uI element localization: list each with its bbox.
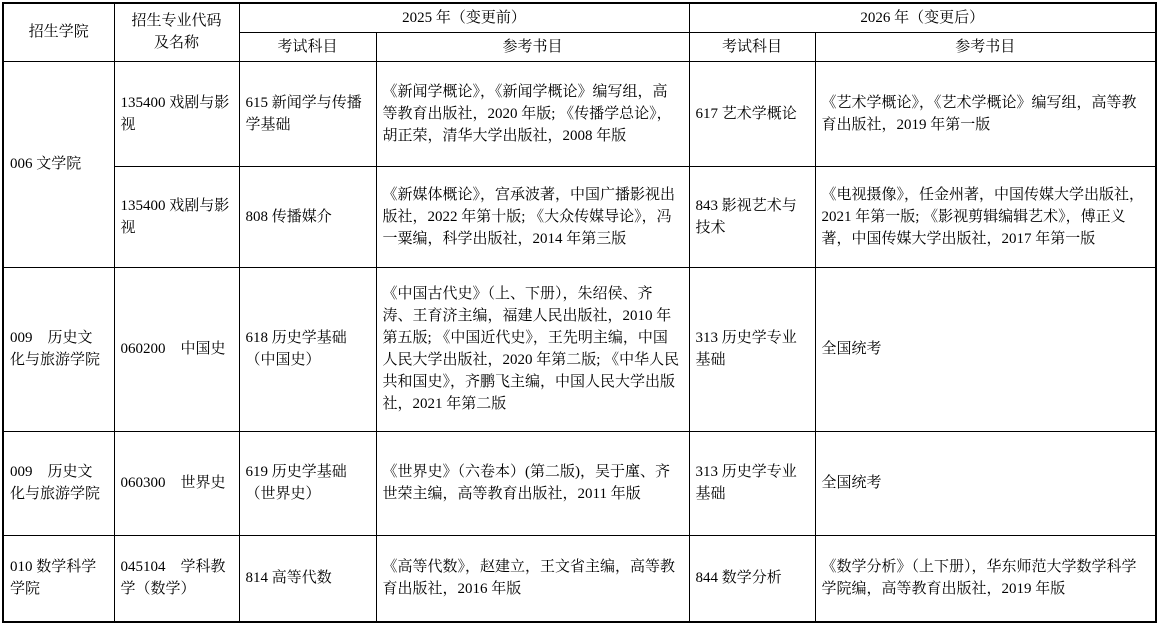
- exam-subject-before-cell: 615 新闻学与传播学基础: [239, 61, 376, 166]
- exam-subject-before-cell: 619 历史学基础（世界史）: [239, 431, 376, 535]
- header-year-2026-after: 2026 年（变更后）: [689, 3, 1156, 32]
- header-exam-subjects-2025: 考试科目: [239, 32, 376, 61]
- college-cell: 009 历史文化与旅游学院: [3, 267, 114, 431]
- program-cell: 135400 戏剧与影视: [114, 61, 239, 166]
- reference-books-before-cell: 《新闻学概论》，《新闻学概论》编写组，高等教育出版社，2020 年版; 《传播学总论》，胡正荣，清华大学出版社，2008 年版: [376, 61, 689, 166]
- header-college: 招生学院: [3, 3, 114, 61]
- program-cell: 060200 中国史: [114, 267, 239, 431]
- header-program-code-name-text: 招生专业代码及名称: [131, 13, 222, 52]
- exam-subject-before-cell: 618 历史学基础（中国史）: [239, 267, 376, 431]
- exam-subject-after-cell: 843 影视艺术与技术: [689, 166, 815, 267]
- header-reference-books-2026: 参考书目: [815, 32, 1156, 61]
- exam-subject-after-cell: 844 数学分析: [689, 535, 815, 622]
- reference-books-after-cell: 《艺术学概论》，《艺术学概论》编写组，高等教育出版社，2019 年第一版: [815, 61, 1156, 166]
- reference-books-after-cell: 全国统考: [815, 267, 1156, 431]
- header-exam-subjects-2026: 考试科目: [689, 32, 815, 61]
- header-program-code-name: [114, 3, 239, 61]
- exam-subject-after-cell: 617 艺术学概论: [689, 61, 815, 166]
- exam-subject-change-table: [2, 2, 1157, 623]
- reference-books-before-cell: 《中国古代史》（上、下册），朱绍侯、齐涛、王育济主编，福建人民出版社，2010 年第五版; 《中国近代史》，王先明主编，中国人民大学出版社，2020 年第二版; 《中华人民共和国史》，齐鹏飞主编，中国人民大学出版社，2021 年第二版: [376, 267, 689, 431]
- program-cell: 060300 世界史: [114, 431, 239, 535]
- program-cell: 135400 戏剧与影视: [114, 166, 239, 267]
- exam-subject-after-cell: 313 历史学专业基础: [689, 431, 815, 535]
- program-cell: 045104 学科教学（数学）: [114, 535, 239, 622]
- table-row: [3, 535, 1156, 622]
- reference-books-before-cell: 《世界史》（六卷本）(第二版)，吴于廑、齐世荣主编，高等教育出版社，2011 年版: [376, 431, 689, 535]
- table-row: [3, 61, 1156, 166]
- table-row: [3, 166, 1156, 267]
- college-cell: 010 数学科学学院: [3, 535, 114, 622]
- exam-subject-before-cell: 814 高等代数: [239, 535, 376, 622]
- header-year-2025-before: 2025 年（变更前）: [239, 3, 689, 32]
- header-reference-books-2025: 参考书目: [376, 32, 689, 61]
- exam-subject-before-cell: 808 传播媒介: [239, 166, 376, 267]
- reference-books-after-cell: 全国统考: [815, 431, 1156, 535]
- college-cell: 009 历史文化与旅游学院: [3, 431, 114, 535]
- reference-books-before-cell: 《高等代数》，赵建立，王文省主编，高等教育出版社，2016 年版: [376, 535, 689, 622]
- table-row: [3, 267, 1156, 431]
- college-cell: 006 文学院: [3, 61, 114, 267]
- reference-books-after-cell: 《电视摄像》，任金州著，中国传媒大学出版社，2021 年第一版; 《影视剪辑编辑艺术》，傅正义著，中国传媒大学出版社，2017 年第一版: [815, 166, 1156, 267]
- table-row: [3, 431, 1156, 535]
- reference-books-before-cell: 《新媒体概论》，宫承波著，中国广播影视出版社，2022 年第十版; 《大众传媒导论》，冯一粟编，科学出版社，2014 年第三版: [376, 166, 689, 267]
- exam-subject-after-cell: 313 历史学专业基础: [689, 267, 815, 431]
- reference-books-after-cell: 《数学分析》（上下册），华东师范大学数学科学学院编，高等教育出版社，2019 年版: [815, 535, 1156, 622]
